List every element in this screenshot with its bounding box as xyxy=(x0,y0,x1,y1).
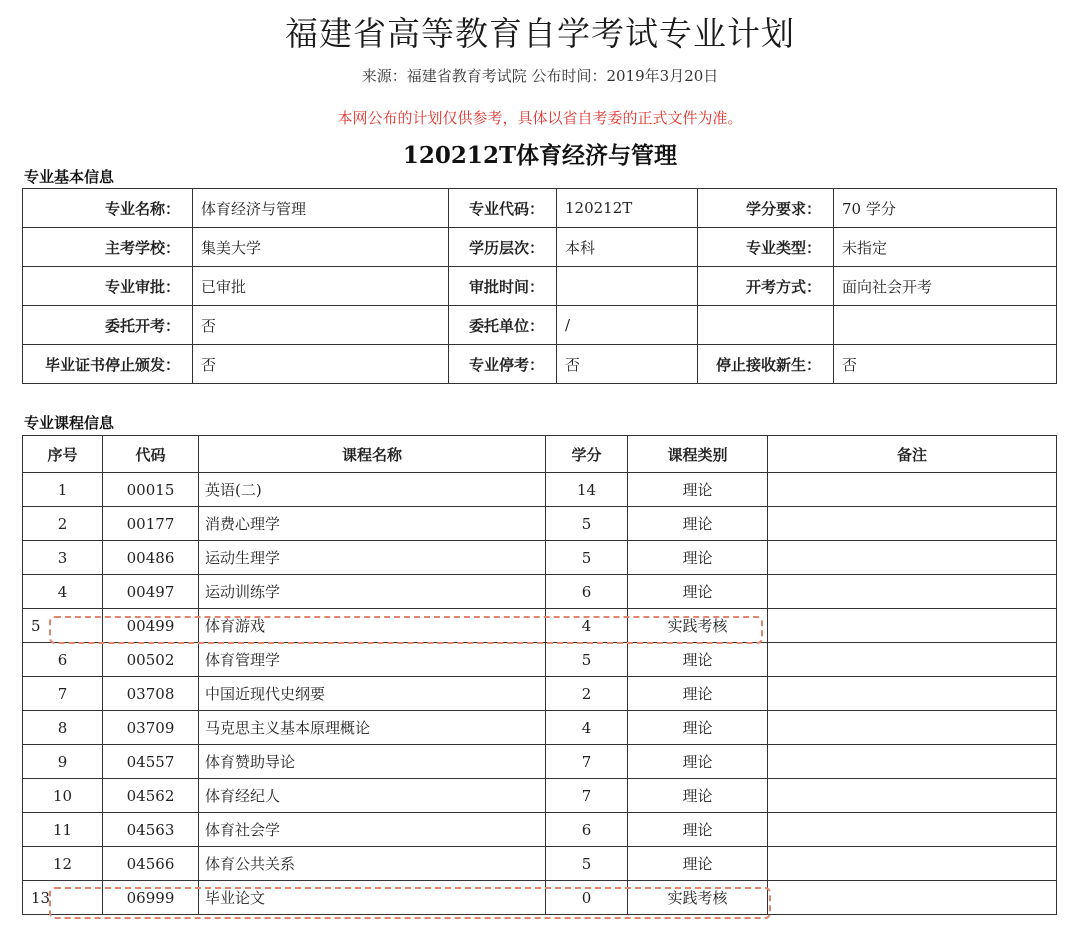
course-name: 毕业论文 xyxy=(199,881,546,915)
info-label: 委托单位： xyxy=(449,306,557,345)
info-label: 开考方式： xyxy=(698,267,834,306)
info-value: / xyxy=(557,306,698,345)
table-row xyxy=(23,507,1057,541)
course-no: 12 xyxy=(23,847,103,881)
info-value: 未指定 xyxy=(834,228,1057,267)
course-name: 消费心理学 xyxy=(199,507,546,541)
course-name: 体育社会学 xyxy=(199,813,546,847)
course-code: 00502 xyxy=(103,643,199,677)
course-note xyxy=(768,609,1057,643)
course-note xyxy=(768,745,1057,779)
info-label: 毕业证书停止颁发： xyxy=(23,345,193,384)
course-type: 理论 xyxy=(628,813,768,847)
table-row xyxy=(23,643,1057,677)
table-row xyxy=(23,541,1057,575)
course-type: 理论 xyxy=(628,643,768,677)
basic-info-table xyxy=(22,188,1057,384)
course-credit: 2 xyxy=(546,677,628,711)
course-note xyxy=(768,541,1057,575)
course-code: 00499 xyxy=(103,609,199,643)
info-row xyxy=(23,306,1057,345)
source-line: 来源：福建省教育考试院 公布时间：2019年3月20日 xyxy=(361,67,719,85)
course-no: 5 xyxy=(23,609,103,643)
course-code: 00177 xyxy=(103,507,199,541)
info-value: 否 xyxy=(557,345,698,384)
course-name: 运动生理学 xyxy=(199,541,546,575)
course-no: 13 xyxy=(23,881,103,915)
course-credit: 6 xyxy=(546,575,628,609)
course-code: 03708 xyxy=(103,677,199,711)
header-name: 课程名称 xyxy=(199,436,546,473)
course-type: 理论 xyxy=(628,541,768,575)
course-type: 实践考核 xyxy=(628,609,768,643)
course-note xyxy=(768,813,1057,847)
course-no: 3 xyxy=(23,541,103,575)
course-credit: 7 xyxy=(546,745,628,779)
info-value: 本科 xyxy=(557,228,698,267)
course-type: 理论 xyxy=(628,507,768,541)
course-name: 运动训练学 xyxy=(199,575,546,609)
info-row xyxy=(23,228,1057,267)
course-name: 体育管理学 xyxy=(199,643,546,677)
info-label: 专业名称： xyxy=(23,189,193,228)
course-code: 00015 xyxy=(103,473,199,507)
course-no: 2 xyxy=(23,507,103,541)
info-label: 停止接收新生： xyxy=(698,345,834,384)
info-value: 否 xyxy=(834,345,1057,384)
info-label: 专业代码： xyxy=(449,189,557,228)
info-label: 专业类型： xyxy=(698,228,834,267)
course-no: 8 xyxy=(23,711,103,745)
info-value: 否 xyxy=(193,345,449,384)
course-type: 理论 xyxy=(628,711,768,745)
table-row xyxy=(23,575,1057,609)
header-code: 代码 xyxy=(103,436,199,473)
course-code: 06999 xyxy=(103,881,199,915)
page-title: 福建省高等教育自学考试专业计划 xyxy=(285,14,795,53)
course-code: 04563 xyxy=(103,813,199,847)
course-credit: 6 xyxy=(546,813,628,847)
course-no: 10 xyxy=(23,779,103,813)
course-note xyxy=(768,711,1057,745)
table-row xyxy=(23,745,1057,779)
disclaimer-notice: 本网公布的计划仅供参考，具体以省自考委的正式文件为准。 xyxy=(337,109,743,127)
course-credit: 5 xyxy=(546,541,628,575)
info-value: 120212T xyxy=(557,189,698,228)
info-label: 学分要求： xyxy=(698,189,834,228)
course-note xyxy=(768,575,1057,609)
course-credit: 4 xyxy=(546,609,628,643)
table-row xyxy=(23,813,1057,847)
info-label: 学历层次： xyxy=(449,228,557,267)
table-row xyxy=(23,711,1057,745)
course-note xyxy=(768,677,1057,711)
info-value: 70 学分 xyxy=(834,189,1057,228)
info-value: 体育经济与管理 xyxy=(193,189,449,228)
info-label: 委托开考： xyxy=(23,306,193,345)
course-credit: 5 xyxy=(546,507,628,541)
course-credit: 5 xyxy=(546,847,628,881)
info-row xyxy=(23,267,1057,306)
table-row xyxy=(23,779,1057,813)
info-value xyxy=(834,306,1057,345)
info-value: 否 xyxy=(193,306,449,345)
course-credit: 7 xyxy=(546,779,628,813)
info-row xyxy=(23,189,1057,228)
course-no: 1 xyxy=(23,473,103,507)
table-row xyxy=(23,881,1057,915)
course-name: 马克思主义基本原理概论 xyxy=(199,711,546,745)
course-code: 04557 xyxy=(103,745,199,779)
basic-info-label: 专业基本信息 xyxy=(24,168,115,186)
course-no: 6 xyxy=(23,643,103,677)
course-credit: 14 xyxy=(546,473,628,507)
course-type: 理论 xyxy=(628,779,768,813)
info-value: 面向社会开考 xyxy=(834,267,1057,306)
header-note: 备注 xyxy=(768,436,1057,473)
course-credit: 0 xyxy=(546,881,628,915)
major-title: 120212T体育经济与管理 xyxy=(402,142,678,169)
table-row xyxy=(23,847,1057,881)
course-name: 体育公共关系 xyxy=(199,847,546,881)
info-label xyxy=(698,306,834,345)
course-code: 04566 xyxy=(103,847,199,881)
course-table xyxy=(22,435,1057,915)
table-row xyxy=(23,677,1057,711)
info-value: 已审批 xyxy=(193,267,449,306)
course-code: 00486 xyxy=(103,541,199,575)
header-type: 课程类别 xyxy=(628,436,768,473)
course-name: 体育经纪人 xyxy=(199,779,546,813)
course-info-label: 专业课程信息 xyxy=(24,414,115,432)
table-row xyxy=(23,609,1057,643)
course-type: 理论 xyxy=(628,847,768,881)
header-credit: 学分 xyxy=(546,436,628,473)
info-label: 审批时间： xyxy=(449,267,557,306)
info-label: 主考学校： xyxy=(23,228,193,267)
course-note xyxy=(768,473,1057,507)
info-row xyxy=(23,345,1057,384)
course-type: 理论 xyxy=(628,745,768,779)
course-name: 体育赞助导论 xyxy=(199,745,546,779)
course-header-row xyxy=(23,436,1057,473)
course-no: 4 xyxy=(23,575,103,609)
course-type: 理论 xyxy=(628,575,768,609)
course-code: 00497 xyxy=(103,575,199,609)
table-row xyxy=(23,473,1057,507)
info-label: 专业审批： xyxy=(23,267,193,306)
course-credit: 4 xyxy=(546,711,628,745)
course-note xyxy=(768,881,1057,915)
course-credit: 5 xyxy=(546,643,628,677)
course-name: 中国近现代史纲要 xyxy=(199,677,546,711)
course-type: 理论 xyxy=(628,677,768,711)
course-no: 9 xyxy=(23,745,103,779)
course-code: 04562 xyxy=(103,779,199,813)
course-name: 体育游戏 xyxy=(199,609,546,643)
course-no: 11 xyxy=(23,813,103,847)
course-name: 英语(二) xyxy=(199,473,546,507)
course-code: 03709 xyxy=(103,711,199,745)
course-note xyxy=(768,643,1057,677)
course-type: 实践考核 xyxy=(628,881,768,915)
info-value xyxy=(557,267,698,306)
info-value: 集美大学 xyxy=(193,228,449,267)
course-no: 7 xyxy=(23,677,103,711)
header-no: 序号 xyxy=(23,436,103,473)
course-note xyxy=(768,779,1057,813)
info-label: 专业停考： xyxy=(449,345,557,384)
course-note xyxy=(768,847,1057,881)
course-type: 理论 xyxy=(628,473,768,507)
course-note xyxy=(768,507,1057,541)
